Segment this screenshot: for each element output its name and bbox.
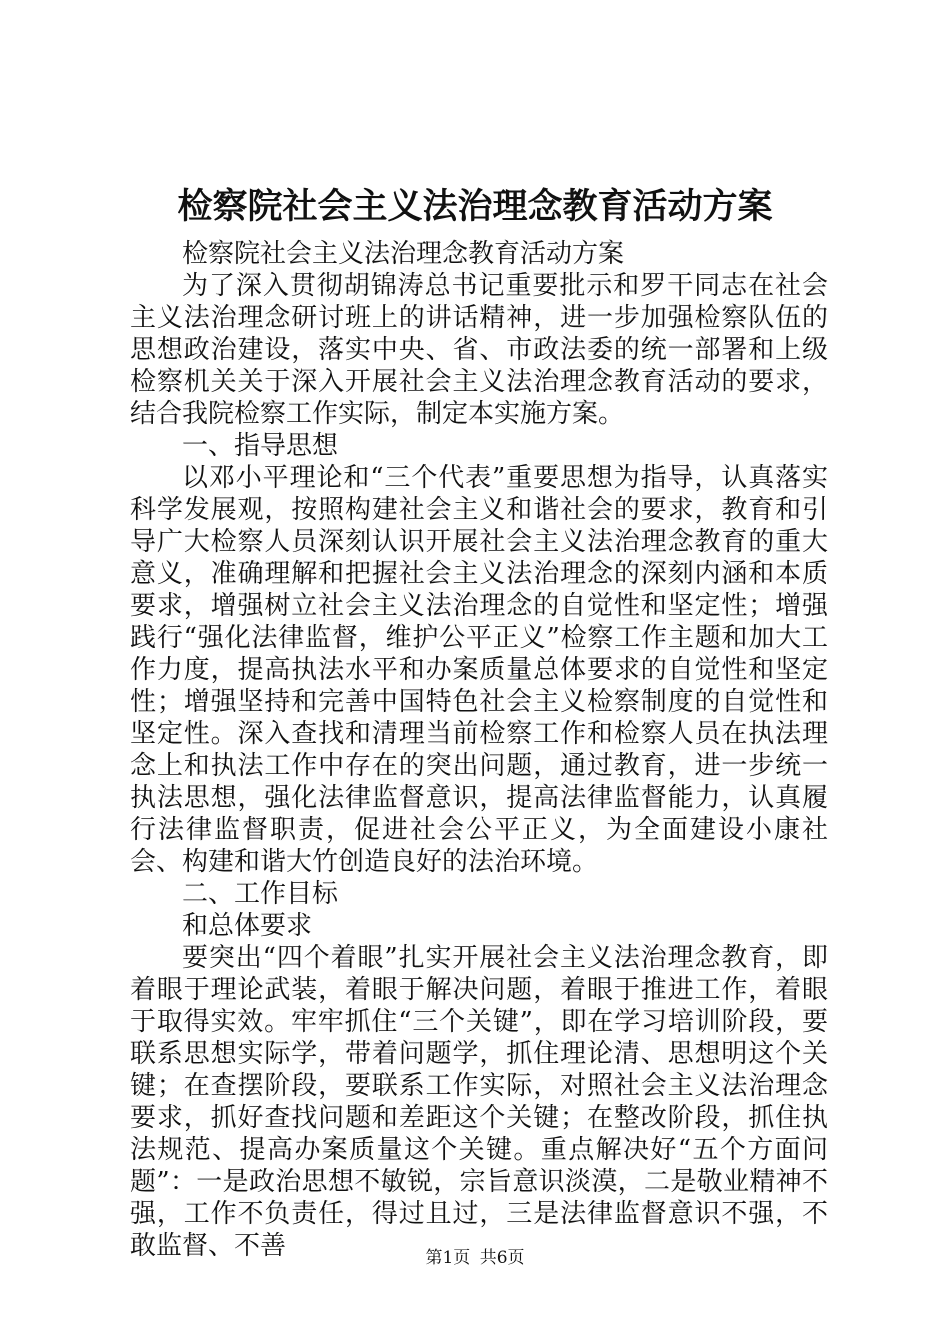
document-title: 检察院社会主义法治理念教育活动方案 [177,186,773,227]
page-total: 共6页 [479,1248,525,1268]
subtitle-paragraph: 检察院社会主义法治理念教育活动方案 [182,239,625,269]
section-heading-guiding-ideology: 一、指导思想 [182,431,339,461]
page-number: 第1页 [425,1248,471,1268]
work-goals-paragraph: 要突出“四个着眼”扎实开展社会主义法治理念教育，即着眼于理论武装，着眼于解决问题，着眼于推进工作，着眼于取得实效。牢牢抓住“三个关键”，即在学习培训阶段，要联系思想实际学，带着问题学，抓住理论清、思想明这个关键；在查摆阶段，要联系工作实际，对照社会主义法治理念要求，抓好查找问题和差距这个关键；在整改阶段，抓住执法规范、提高办案质量这个关键。重点解决好“五个方面问题”：一是政治思想不敏锐，宗旨意识淡漠，二是敬业精神不强，工作不负责任，得过且过，三是法律监督意识不强，不敢监督、不善 [130,943,828,1261]
page-footer [0,1246,950,1270]
intro-paragraph: 为了深入贯彻胡锦涛总书记重要批示和罗干同志在社会主义法治理念研讨班上的讲话精神，进一步加强检察队伍的思想政治建设，落实中央、省、市政法委的统一部署和上级检察机关关于深入开展社会主义法治理念教育活动的要求，结合我院检察工作实际，制定本实施方案。 [130,271,828,429]
section-heading-continuation: 和总体要求 [182,911,313,941]
section-heading-work-goals: 二、工作目标 [182,879,339,909]
guiding-ideology-paragraph: 以邓小平理论和“三个代表”重要思想为指导，认真落实科学发展观，按照构建社会主义和谐社会的要求，教育和引导广大检察人员深刻认识开展社会主义法治理念教育的重大意义，准确理解和把握社会主义法治理念的深刻内涵和本质要求，增强树立社会主义法治理念的自觉性和坚定性；增强践行“强化法律监督，维护公平正义”检察工作主题和加大工作力度，提高执法水平和办案质量总体要求的自觉性和坚定性；增强坚持和完善中国特色社会主义检察制度的自觉性和坚定性。深入查找和清理当前检察工作和检察人员在执法理念上和执法工作中存在的突出问题，通过教育，进一步统一执法思想，强化法律监督意识，提高法律监督能力，认真履行法律监督职责，促进社会公平正义，为全面建设小康社会、构建和谐大竹创造良好的法治环境。 [130,463,828,877]
document-body [130,238,828,1262]
